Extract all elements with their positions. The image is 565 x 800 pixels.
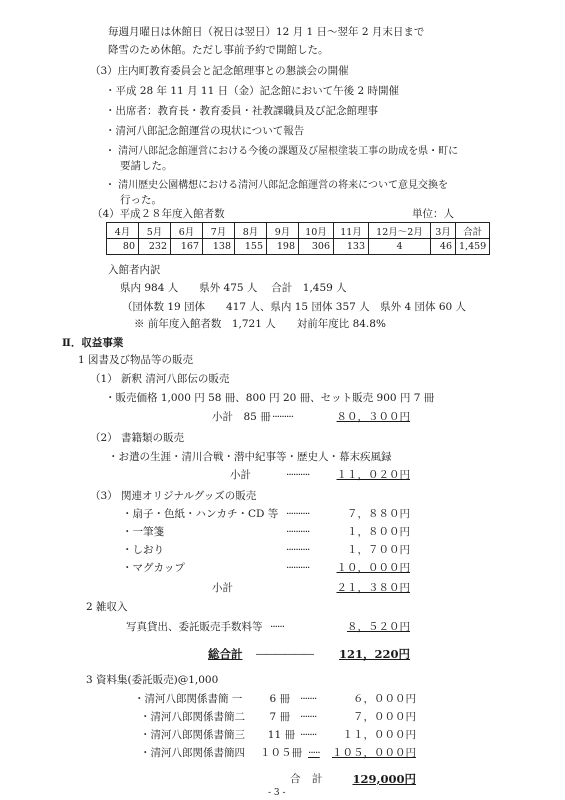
consign-amount: ６，０００円	[353, 693, 416, 705]
goods-subtotal-label: 小計	[212, 582, 233, 594]
month-cell: 7月	[203, 223, 235, 239]
breakdown-title: 入館者内訳	[108, 264, 161, 276]
value-cell: 167	[171, 239, 203, 255]
meeting-item-4-cont: 要請した。	[120, 160, 173, 172]
meeting-item-5: ・ 清川歴史公園構想における清河八郎記念館運営の将来について意見交換を	[105, 180, 448, 191]
value-cell: 306	[299, 239, 334, 255]
dash-leader: ――――――	[256, 648, 313, 660]
goods-heading: （3） 関連オリジナルグッズの販売	[90, 490, 257, 502]
page-number: - 3 -	[268, 788, 286, 798]
goods-amount: ７，８８０円	[347, 508, 410, 520]
leader-dots: ·······	[300, 711, 317, 723]
leader-dots: ··········	[286, 562, 310, 574]
consign-item: ・清河八郎関係書簡三	[140, 729, 245, 741]
table-header-row	[107, 223, 490, 239]
leader-dots: ······	[270, 621, 285, 633]
attendance-unit: 単位：人	[412, 208, 454, 220]
meeting-item-5-cont: 行った。	[120, 194, 162, 206]
month-cell: 8月	[235, 223, 267, 239]
consign-total-label: 合 計	[290, 773, 327, 785]
leader-dots: ·······	[300, 729, 317, 741]
month-cell: 4月	[107, 223, 139, 239]
consign-heading: 3 資料集(委託販売)@1,000	[86, 674, 219, 686]
goods-amount: １，７００円	[347, 544, 410, 556]
books-line: ・お遣の生涯・清川合戦・潜中紀事等・歴史人・幕末疾風録	[108, 451, 392, 463]
goods-subtotal: ２１，３８０円	[336, 582, 410, 594]
meeting-item-1: ・平成 28 年 11 月 11 日（金）記念館において午後 2 時開催	[105, 85, 399, 97]
month-cell: 9月	[267, 223, 299, 239]
goods-amount: １，８００円	[347, 526, 410, 538]
month-cell: 11月	[334, 223, 369, 239]
goods-item: ・扇子・色紙・ハンカチ・CD 等	[122, 508, 279, 520]
meeting-heading: （3）庄内町教育委員会と記念館理事との懇談会の開催	[90, 65, 349, 77]
closing-line-2: 降雪のため休館。ただし事前予約で開館した。	[108, 44, 329, 56]
leader-dots: ··········	[286, 544, 310, 556]
month-cell: 3月	[431, 223, 456, 239]
consign-item: ・清河八郎関係書簡四	[140, 747, 245, 759]
month-cell: 5月	[139, 223, 171, 239]
value-cell: 232	[139, 239, 171, 255]
revenue-sub-1: 1 図書及び物品等の販売	[78, 354, 194, 366]
consign-qty: 11 冊	[267, 729, 295, 741]
value-cell: 198	[267, 239, 299, 255]
book-heading: （1） 新釈 清河八郎伝の販売	[90, 373, 230, 385]
grand-total-label: 総合計	[208, 647, 243, 661]
books-subtotal: １１，０２０円	[336, 469, 410, 481]
attendance-heading: （4）平成２８年度入館者数	[92, 208, 225, 220]
leader-dots: ·········	[272, 411, 294, 423]
meeting-item-2: ・出席者：教育長・教育委員・社教課職員及び記念館理事	[105, 105, 378, 117]
leader-dots: ··········	[286, 469, 310, 481]
consign-amount: １１，０００円	[342, 729, 416, 741]
goods-amount: １０，０００円	[336, 562, 410, 574]
consign-total-amount: 129,000円	[352, 772, 416, 786]
grand-total-amount: 121，220円	[338, 647, 410, 661]
consign-qty: １０５冊	[260, 747, 302, 759]
misc-amount: ８，５２０円	[347, 621, 410, 633]
value-cell: 46	[431, 239, 456, 255]
month-cell: 6月	[171, 223, 203, 239]
books-heading: （2） 書籍類の販売	[90, 432, 185, 444]
leader-dots: ·····	[308, 747, 320, 759]
attendance-table	[106, 222, 490, 255]
book-subtotal-label: 小計 85 冊	[212, 411, 271, 423]
closing-line-1: 毎週月曜日は休館日（祝日は翌日）12 月 1 日～翌年 2 月末日まで	[108, 26, 425, 38]
misc-heading: 2 雑収入	[86, 601, 128, 613]
meeting-item-4: ・ 清河八郎記念館運営における今後の課題及び屋根塗装工事の助成を県・町に	[105, 146, 459, 157]
book-subtotal: ８０，３００円	[336, 411, 410, 423]
books-subtotal-label: 小計	[230, 469, 251, 481]
consign-item: ・清河八郎関係書簡二	[140, 711, 245, 723]
month-cell: 12月～2月	[369, 223, 431, 239]
leader-dots: ·······	[300, 693, 317, 705]
consign-amount: １０５，０００円	[332, 747, 416, 759]
goods-item: ・マグカップ	[122, 562, 185, 574]
value-cell: 138	[203, 239, 235, 255]
value-cell: 133	[334, 239, 369, 255]
goods-item: ・一筆箋	[122, 526, 164, 538]
breakdown-line-1: 県内 984 人 県外 475 人 合計 1,459 人	[120, 282, 347, 294]
misc-line: 写真貸出、委託販売手数料等	[126, 621, 263, 633]
value-cell: 80	[107, 239, 139, 255]
consign-qty: 6 冊	[269, 693, 290, 705]
consign-qty: 7 冊	[269, 711, 290, 723]
leader-dots: ··········	[286, 526, 310, 538]
revenue-heading: Ⅱ．収益事業	[62, 337, 124, 349]
month-cell: 10月	[299, 223, 334, 239]
breakdown-line-3: ※ 前年度入館者数 1,721 人 対前年度比 84.8%	[134, 318, 386, 330]
value-cell: 155	[235, 239, 267, 255]
breakdown-line-2: （団体数 19 団体 417 人、県内 15 団体 357 人 県外 4 団体 60 人	[122, 301, 467, 313]
meeting-item-3: ・清河八郎記念館運営の現状について報告	[105, 125, 305, 137]
value-cell: 1,459	[456, 239, 490, 255]
consign-amount: ７，０００円	[353, 711, 416, 723]
book-line: ・販売価格 1,000 円 58 冊、800 円 20 冊、セット販売 900 円 7 冊	[105, 392, 435, 404]
leader-dots: ··········	[286, 508, 310, 520]
consign-item: ・清河八郎関係書簡 一	[134, 693, 243, 705]
table-value-row	[107, 239, 490, 255]
goods-item: ・しおり	[122, 544, 164, 556]
month-cell: 合計	[456, 223, 490, 239]
value-cell: 4	[369, 239, 431, 255]
